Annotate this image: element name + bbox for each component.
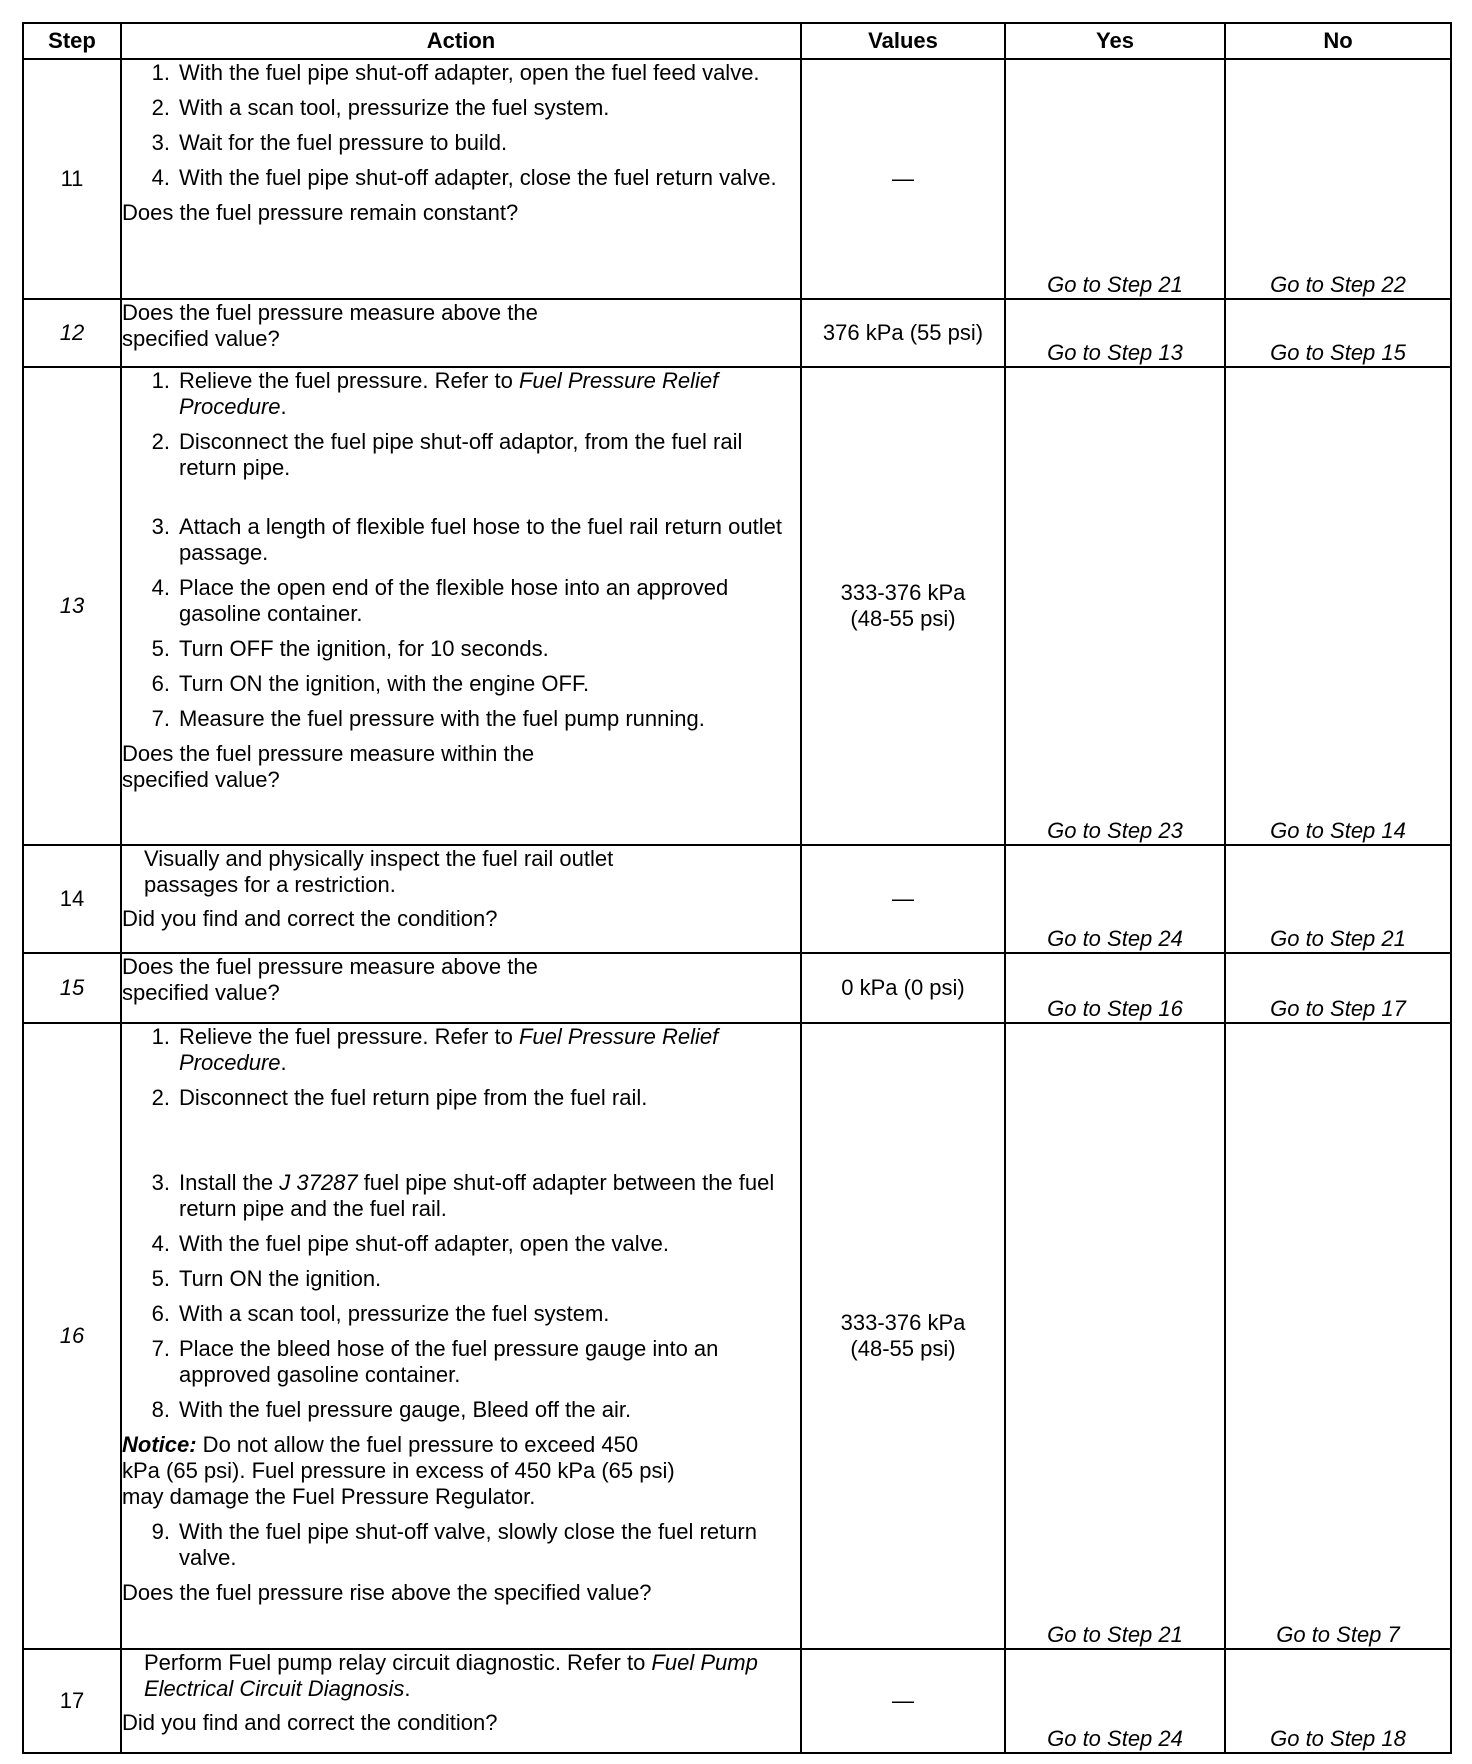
action-cell — [121, 59, 801, 299]
no-link: Go to Step 7 — [1225, 1023, 1451, 1649]
list-item: 3. Attach a length of flexible fuel hose to the fuel rail return outlet passage. — [151, 514, 782, 565]
instruction-text: Perform Fuel pump relay circuit diagnostic. Refer to Fuel Pump Electrical Circuit Diagnosis. — [144, 1650, 758, 1701]
list-item: 6. Turn ON the ignition, with the engine OFF. — [151, 671, 590, 696]
question-text: Did you find and correct the condition? — [122, 1710, 498, 1735]
list-item: 8. With the fuel pressure gauge, Bleed off the air. — [151, 1397, 632, 1422]
header-values: Values — [801, 23, 1005, 59]
step-number: 17 — [23, 1649, 121, 1753]
list-item: 2. With a scan tool, pressurize the fuel system. — [151, 95, 610, 120]
list-item: 9. With the fuel pipe shut-off valve, slowly close the fuel return valve. — [151, 1519, 757, 1570]
list-item: 6. With a scan tool, pressurize the fuel system. — [151, 1301, 610, 1326]
list-item: 1. Relieve the fuel pressure. Refer to Fuel Pressure Relief Procedure. — [151, 368, 719, 419]
step-number: 14 — [23, 845, 121, 953]
no-link: Go to Step 14 — [1225, 367, 1451, 845]
question-text: Does the fuel pressure measure within the specified value? — [122, 741, 535, 792]
list-item: 7. Place the bleed hose of the fuel pressure gauge into an approved gasoline container. — [151, 1336, 719, 1387]
list-item: 1. Relieve the fuel pressure. Refer to Fuel Pressure Relief Procedure. — [151, 1024, 719, 1075]
action-cell — [121, 953, 801, 1023]
action-cell — [121, 299, 801, 367]
list-item: 1. With the fuel pipe shut-off adapter, open the fuel feed valve. — [151, 60, 760, 85]
value-cell: — — [801, 59, 1005, 299]
question-text: Does the fuel pressure rise above the specified value? — [122, 1580, 652, 1605]
list-item: 3. Wait for the fuel pressure to build. — [151, 130, 508, 155]
list-item: 4. With the fuel pipe shut-off adapter, close the fuel return valve. — [151, 165, 777, 190]
no-link: Go to Step 17 — [1225, 953, 1451, 1023]
step-number: 15 — [23, 953, 121, 1023]
action-cell — [121, 1023, 801, 1649]
header-step: Step — [23, 23, 121, 59]
yes-link: Go to Step 21 — [1005, 1023, 1225, 1649]
action-cell — [121, 845, 801, 953]
no-link: Go to Step 15 — [1225, 299, 1451, 367]
no-link: Go to Step 22 — [1225, 59, 1451, 299]
question-text: Does the fuel pressure remain constant? — [122, 200, 519, 225]
value-cell: 333-376 kPa (48-55 psi) — [801, 367, 1005, 845]
header-no: No — [1225, 23, 1451, 59]
question-text: Does the fuel pressure measure above the specified value? — [122, 954, 538, 1005]
list-item: 7. Measure the fuel pressure with the fuel pump running. — [151, 706, 705, 731]
yes-link: Go to Step 24 — [1005, 845, 1225, 953]
yes-link: Go to Step 21 — [1005, 59, 1225, 299]
value-cell: — — [801, 845, 1005, 953]
header-action: Action — [121, 23, 801, 59]
no-link: Go to Step 21 — [1225, 845, 1451, 953]
instruction-text: Visually and physically inspect the fuel rail outlet passages for a restriction. — [144, 846, 614, 897]
value-cell: — — [801, 1649, 1005, 1753]
list-item: 5. Turn OFF the ignition, for 10 seconds. — [151, 636, 549, 661]
yes-link: Go to Step 23 — [1005, 367, 1225, 845]
step-number: 11 — [23, 59, 121, 299]
question-text: Does the fuel pressure measure above the specified value? — [122, 300, 538, 351]
table-row-step-17 — [23, 1649, 1451, 1753]
table-row-step-15 — [23, 953, 1451, 1023]
step-number: 13 — [23, 367, 121, 845]
list-item: 3. Install the J 37287 fuel pipe shut-off adapter between the fuel return pipe and the fuel rail. — [151, 1170, 775, 1221]
table-row-step-13 — [23, 367, 1451, 845]
question-text: Did you find and correct the condition? — [122, 906, 498, 931]
step-number: 16 — [23, 1023, 121, 1649]
no-link: Go to Step 18 — [1225, 1649, 1451, 1753]
list-item: 4. With the fuel pipe shut-off adapter, open the valve. — [151, 1231, 670, 1256]
header-yes: Yes — [1005, 23, 1225, 59]
action-cell — [121, 367, 801, 845]
value-cell: 376 kPa (55 psi) — [801, 299, 1005, 367]
list-item: 2. Disconnect the fuel return pipe from the fuel rail. — [151, 1085, 648, 1110]
table-row-step-14 — [23, 845, 1451, 953]
yes-link: Go to Step 16 — [1005, 953, 1225, 1023]
header-row — [23, 23, 1451, 59]
notice-text: Notice: Do not allow the fuel pressure to exceed 450 kPa (65 psi). Fuel pressure in excess of 450 kPa (65 psi) may damage the Fuel Pressure Regulator. — [122, 1432, 675, 1509]
list-item: 5. Turn ON the ignition. — [151, 1266, 382, 1291]
action-cell — [121, 1649, 801, 1753]
value-cell: 333-376 kPa (48-55 psi) — [801, 1023, 1005, 1649]
step-number: 12 — [23, 299, 121, 367]
table-row-step-16 — [23, 1023, 1451, 1649]
yes-link: Go to Step 13 — [1005, 299, 1225, 367]
table-row-step-12 — [23, 299, 1451, 367]
list-item: 2. Disconnect the fuel pipe shut-off adaptor, from the fuel rail return pipe. — [151, 429, 743, 480]
list-item: 4. Place the open end of the flexible hose into an approved gasoline container. — [151, 575, 729, 626]
diagnostic-table — [22, 22, 1452, 1754]
value-cell: 0 kPa (0 psi) — [801, 953, 1005, 1023]
table-row-step-11 — [23, 59, 1451, 299]
yes-link: Go to Step 24 — [1005, 1649, 1225, 1753]
